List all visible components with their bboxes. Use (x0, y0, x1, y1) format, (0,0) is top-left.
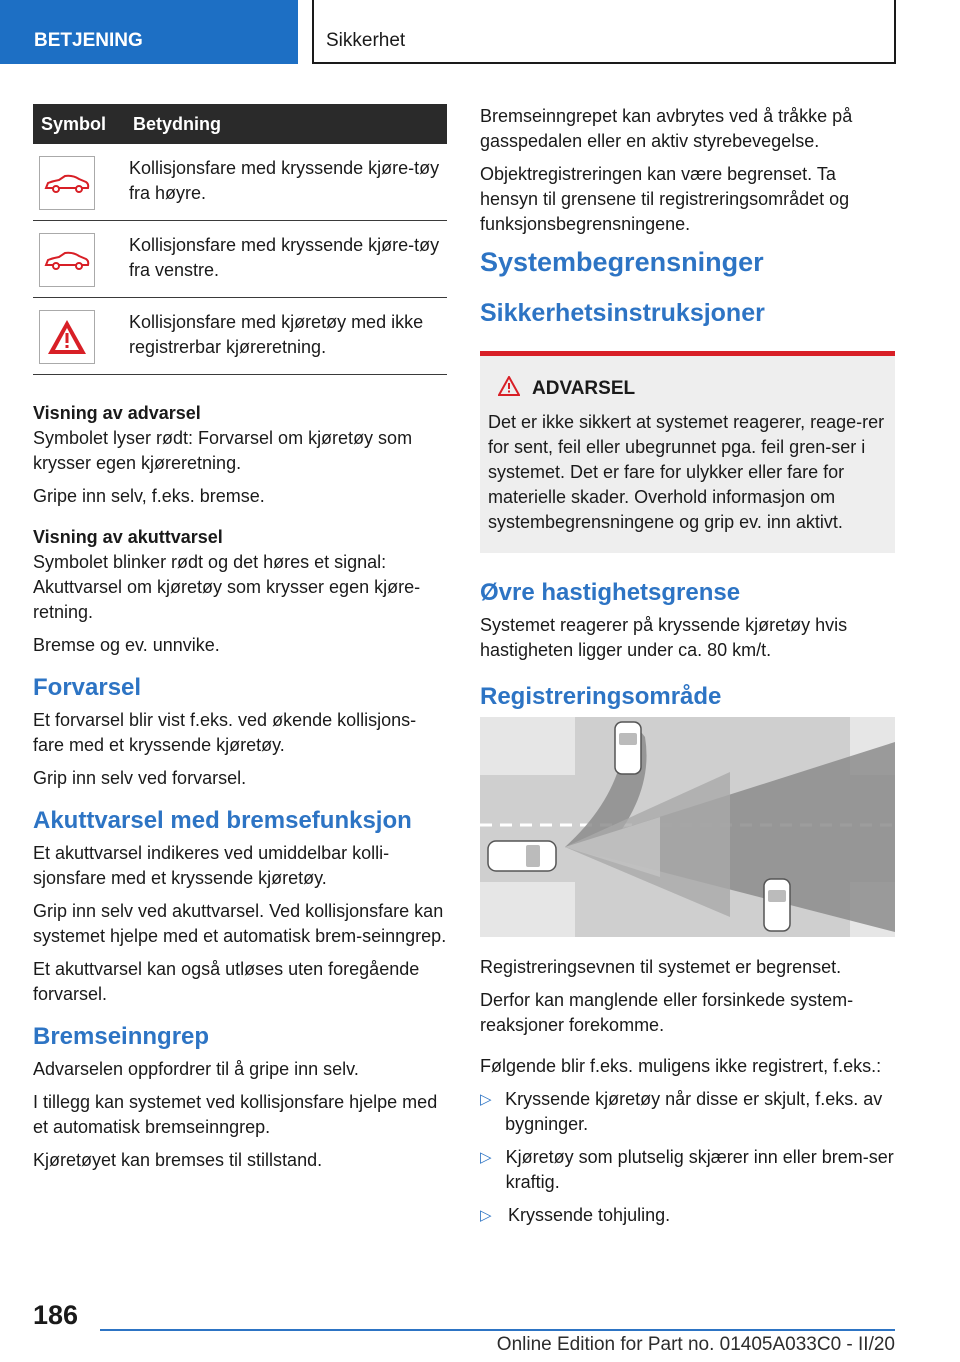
paragraph: Bremse og ev. unnvike. (33, 635, 220, 655)
warning-triangle-icon (39, 310, 95, 364)
symbol-meaning: Kollisjonsfare med kjøretøy med ikke registrerbar kjøreretning. (125, 298, 447, 375)
symbol-meaning: Kollisjonsfare med kryssende kjøre-tøy fra venstre. (125, 221, 447, 298)
page-number: 186 (33, 1300, 79, 1330)
heading-speed-limit: Øvre hastighetsgrense (480, 579, 741, 606)
footer-divider (100, 1329, 895, 1331)
paragraph: Et forvarsel blir vist f.eks. ved økende kollisjons-fare med et kryssende kjøretøy. (33, 710, 417, 755)
list-item: ▷ Kjøretøy som plutselig skjærer inn eller brem-ser kraftig. (480, 1145, 895, 1195)
bullet-triangle-icon: ▷ (480, 1091, 492, 1108)
list-item: ▷ Kryssende kjøretøy når disse er skjult, f.eks. av bygninger. (480, 1087, 895, 1137)
paragraph: Et akuttvarsel indikeres ved umiddelbar kolli-sjonsfare med et kryssende kjøretøy. (33, 843, 390, 888)
edition-text: Online Edition for Part no. 01405A033C0 - II/20 (496, 1334, 895, 1355)
heading-forvarsel: Forvarsel (33, 674, 142, 701)
heading-system-limits: Systembegrensninger (480, 247, 764, 277)
car-side-red-icon (39, 233, 95, 287)
heading-safety-instructions: Sikkerhetsinstruksjoner (480, 299, 765, 327)
warning-title: ADVARSEL (532, 378, 636, 399)
paragraph: Bremseinngrepet kan avbrytes ved å tråkke på gasspedalen eller en aktiv styrebevegelse. (480, 106, 853, 151)
warning-display-label: Visning av advarsel (33, 403, 201, 423)
meaning-column-header: Betydning (125, 104, 447, 144)
detection-range-illustration (480, 717, 895, 937)
paragraph: Grip inn selv ved akuttvarsel. Ved kollisjonsfare kan systemet hjelpe med et automatisk brem-seinngrep. (33, 901, 447, 946)
warning-box (480, 351, 895, 553)
left-column (33, 104, 447, 1181)
table-row (33, 298, 447, 375)
symbol-table (33, 104, 447, 375)
paragraph: Derfor kan manglende eller forsinkede system-reaksjoner forekomme. (480, 990, 854, 1035)
paragraph: Advarselen oppfordrer til å gripe inn selv. (33, 1059, 359, 1079)
warning-triangle-icon (498, 376, 520, 402)
warning-text: Det er ikke sikkert at systemet reagerer, reage-rer for sent, feil eller ubegrunnet pga. feil gren-ser i systemet. Det er fare for ulykker eller fare for materielle skader. Overhold informasjon om systembegrensningene og grip ev. inn aktivt. (488, 412, 885, 532)
paragraph: Grip inn selv ved forvarsel. (33, 768, 247, 788)
section-tab: BETJENING (0, 0, 298, 64)
paragraph: Systemet reagerer på kryssende kjøretøy hvis hastigheten ligger under ca. 80 km/t. (480, 615, 848, 660)
bullet-triangle-icon: ▷ (480, 1149, 492, 1166)
acute-warning-label: Visning av akuttvarsel (33, 527, 223, 547)
heading-detection-range: Registreringsområde (480, 683, 722, 710)
heading-akuttvarsel: Akuttvarsel med bremsefunksjon (33, 807, 412, 834)
paragraph: Følgende blir f.eks. muligens ikke registrert, f.eks.: (480, 1056, 882, 1076)
heading-bremseinngrep: Bremseinngrep (33, 1023, 210, 1050)
bullet-triangle-icon: ▷ (480, 1207, 492, 1224)
symbol-column-header: Symbol (33, 104, 125, 144)
symbol-meaning: Kollisjonsfare med kryssende kjøre-tøy fra høyre. (125, 144, 447, 221)
table-row (33, 144, 447, 221)
paragraph: Symbolet lyser rødt: Forvarsel om kjøretøy som krysser egen kjøreretning. (33, 428, 413, 473)
paragraph: Et akuttvarsel kan også utløses uten foregående forvarsel. (33, 959, 420, 1004)
chapter-title: Sikkerhet (312, 0, 896, 64)
paragraph: Kjøretøyet kan bremses til stillstand. (33, 1150, 323, 1170)
car-side-red-icon (39, 156, 95, 210)
paragraph: Symbolet blinker rødt og det høres et signal: Akuttvarsel om kjøretøy som krysser egen kjøre-retning. (33, 552, 421, 622)
list-item: ▷ Kryssende tohjuling. (480, 1203, 895, 1228)
paragraph: I tillegg kan systemet ved kollisjonsfare hjelpe med et automatisk bremseinngrep. (33, 1092, 438, 1137)
right-column (480, 104, 895, 1236)
paragraph: Objektregistreringen kan være begrenset. Ta hensyn til grensene til registreringsområdet og funksjonsbegrensningene. (480, 164, 850, 234)
paragraph: Registreringsevnen til systemet er begrenset. (480, 957, 842, 977)
table-row (33, 221, 447, 298)
paragraph: Gripe inn selv, f.eks. bremse. (33, 486, 265, 506)
